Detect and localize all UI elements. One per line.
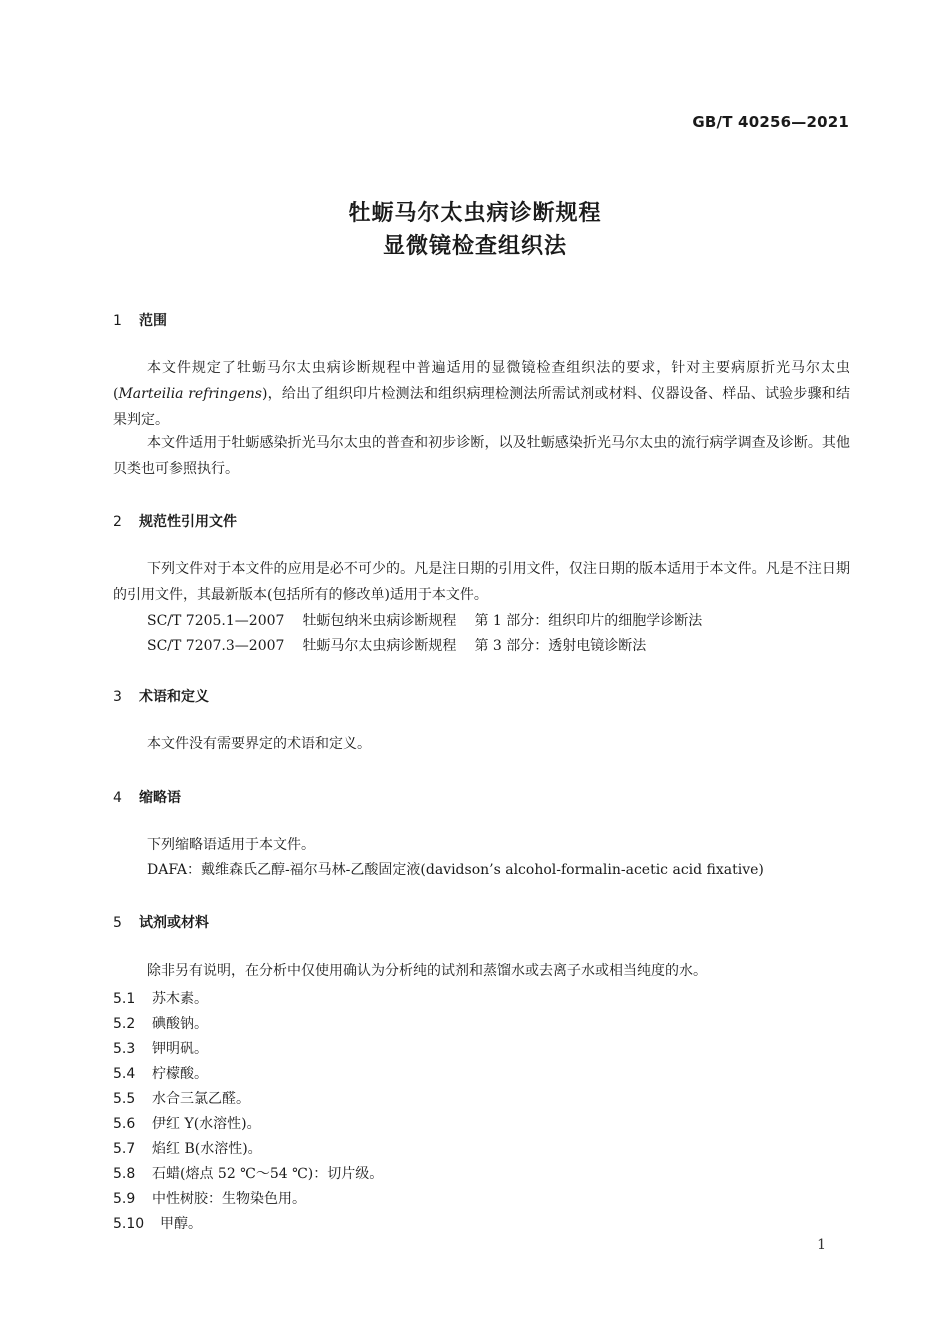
item-number: 5.9: [113, 1191, 136, 1207]
section-number: 3: [113, 689, 122, 705]
section-number: 5: [113, 915, 122, 931]
standard-number: GB/T 40256—2021: [692, 113, 849, 131]
list-item: [113, 1188, 306, 1208]
section-heading: [113, 912, 209, 932]
item-text: 甲醇。: [160, 1216, 202, 1232]
item-number: 5.8: [113, 1166, 136, 1182]
document-title: 牡蛎马尔太虫病诊断规程: [348, 201, 602, 226]
reference-item: [147, 610, 702, 630]
paragraph-text: )，给出了组织印片检测法和组织病理检测法所需试剂或材料、仪器设备、样品、试验步骤和结果判定。: [113, 386, 851, 428]
list-item: [113, 1088, 250, 1108]
section-title: 缩略语: [139, 790, 181, 806]
list-item: [113, 1038, 208, 1058]
item-number: 5.5: [113, 1091, 136, 1107]
list-item: [113, 1213, 202, 1233]
item-number: 5.6: [113, 1116, 136, 1132]
item-text: 中性树胶：生物染色用。: [152, 1191, 306, 1207]
section-title: 试剂或材料: [139, 915, 209, 931]
item-number: 5.10: [113, 1216, 145, 1232]
item-text: 石蜡(熔点 52 ℃～54 ℃)：切片级。: [152, 1166, 384, 1182]
document-subtitle: 显微镜检查组织法: [382, 234, 567, 259]
section-number: 2: [113, 514, 122, 530]
item-text: 水合三氯乙醛。: [152, 1091, 250, 1107]
section-heading: [113, 686, 209, 706]
paragraph: 本文件适用于牡蛎感染折光马尔太虫的普查和初步诊断，以及牡蛎感染折光马尔太虫的流行病学调查及诊断。其他贝类也可参照执行。: [113, 435, 850, 477]
abbreviation-item: DAFA：戴维森氏乙醇-福尔马林-乙酸固定液(davidson’s alcohol-formalin-acetic acid fixative): [147, 862, 764, 878]
section-heading: [113, 787, 181, 807]
section-title: 规范性引用文件: [139, 514, 237, 530]
paragraph-text: 本文件规定了牡蛎马尔太虫病诊断规程中普遍适用的显微镜检查组织法的要求，针对主要病原折光马尔太虫(: [113, 360, 850, 402]
item-number: 5.3: [113, 1041, 136, 1057]
list-item: [113, 1138, 262, 1158]
list-item: [113, 1013, 208, 1033]
item-text: 碘酸钠。: [152, 1016, 208, 1032]
item-text: 柠檬酸。: [152, 1066, 208, 1082]
section-title: 范围: [139, 313, 167, 329]
reference-code: SC/T 7205.1—2007: [147, 613, 285, 629]
reference-title: 牡蛎马尔太虫病诊断规程: [302, 638, 457, 654]
section-number: 1: [113, 313, 122, 329]
section-number: 4: [113, 790, 122, 806]
list-item: [113, 1063, 208, 1083]
paragraph: 下列缩略语适用于本文件。: [147, 837, 315, 853]
page-number: 1: [817, 1237, 826, 1253]
section-heading: [113, 511, 237, 531]
item-number: 5.7: [113, 1141, 136, 1157]
item-text: 钾明矾。: [152, 1041, 208, 1057]
paragraph: [113, 355, 850, 433]
item-text: 焰红 B(水溶性)。: [152, 1141, 262, 1157]
species-name: Marteilia refringens: [118, 386, 262, 402]
list-item: [113, 1163, 383, 1183]
reference-title: 牡蛎包纳米虫病诊断规程: [302, 613, 457, 629]
section-title: 术语和定义: [139, 689, 209, 705]
item-number: 5.1: [113, 991, 136, 1007]
paragraph: 除非另有说明，在分析中仅使用确认为分析纯的试剂和蒸馏水或去离子水或相当纯度的水。: [147, 963, 707, 979]
section-heading: [113, 310, 167, 330]
reference-part: 第 3 部分：透射电镜诊断法: [474, 638, 647, 654]
reference-code: SC/T 7207.3—2007: [147, 638, 285, 654]
paragraph: 本文件没有需要界定的术语和定义。: [147, 736, 371, 752]
item-text: 苏木素。: [152, 991, 208, 1007]
list-item: [113, 988, 208, 1008]
item-number: 5.4: [113, 1066, 136, 1082]
paragraph: 下列文件对于本文件的应用是必不可少的。凡是注日期的引用文件，仅注日期的版本适用于本文件。凡是不注日期的引用文件，其最新版本(包括所有的修改单)适用于本文件。: [113, 561, 850, 603]
reference-item: [147, 635, 646, 655]
reference-part: 第 1 部分：组织印片的细胞学诊断法: [474, 613, 703, 629]
item-text: 伊红 Y(水溶性)。: [152, 1116, 261, 1132]
item-number: 5.2: [113, 1016, 136, 1032]
list-item: [113, 1113, 261, 1133]
